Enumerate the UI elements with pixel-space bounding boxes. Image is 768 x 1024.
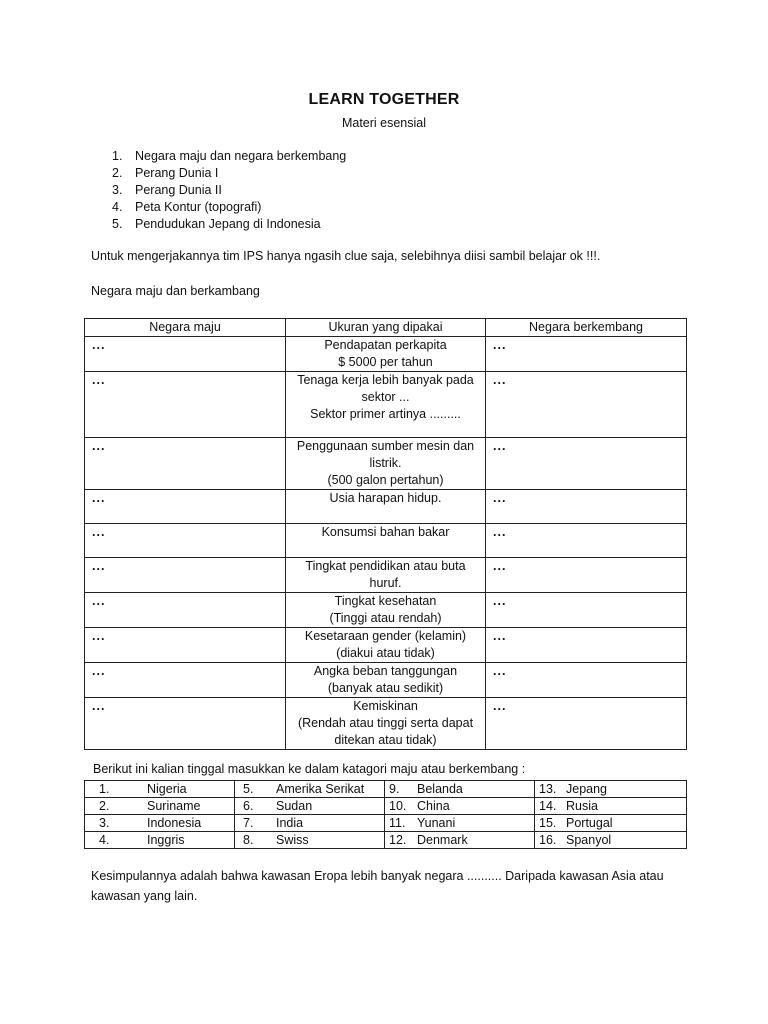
country-name: Suriname — [147, 799, 201, 813]
country-number: 14. — [539, 799, 557, 813]
indicator-cell — [286, 663, 486, 698]
country-cell — [85, 781, 235, 798]
indicator-cell — [286, 438, 486, 490]
topic-text: Pendudukan Jepang di Indonesia — [135, 217, 321, 231]
developing-cell: ... — [486, 628, 687, 663]
indicator-cell — [286, 698, 486, 750]
indicator-line: Konsumsi bahan bakar — [321, 525, 450, 539]
table-row — [85, 438, 687, 490]
section-title: Negara maju dan berkambang — [91, 284, 260, 298]
country-cell — [535, 832, 687, 849]
indicator-line: Kesetaraan gender (kelamin) — [304, 629, 467, 643]
topic-text: Perang Dunia II — [135, 183, 222, 197]
indicator-line: Tenaga kerja lebih banyak pada — [297, 373, 474, 387]
table-row — [85, 558, 687, 593]
indicator-cell — [286, 558, 486, 593]
indicator-cell — [286, 628, 486, 663]
indicator-cell — [286, 337, 486, 372]
indicator-cell — [286, 524, 486, 558]
country-name: Jepang — [566, 782, 608, 796]
indicator-line: sektor ... — [361, 390, 410, 404]
country-name: Rusia — [566, 799, 598, 813]
country-number: 16. — [539, 833, 557, 847]
indicator-line: (500 galon pertahun) — [327, 473, 444, 487]
country-number: 5. — [243, 782, 254, 796]
indicator-line: Penggunaan sumber mesin dan — [296, 439, 475, 453]
topic-text: Peta Kontur (topografi) — [135, 200, 262, 214]
developed-cell: ... — [85, 593, 286, 628]
developing-cell: ... — [486, 490, 687, 524]
topic-number: 4. — [112, 200, 123, 214]
country-name: China — [417, 799, 450, 813]
conclusion-text: Kesimpulannya adalah bahwa kawasan Eropa lebih banyak negara .......... Daripada kawasan Asia atau kawasan yang lain. — [91, 869, 664, 903]
indicator-line: (Tinggi atau rendah) — [329, 611, 442, 625]
table-row — [85, 663, 687, 698]
country-name: India — [276, 816, 304, 830]
indicator-cell — [286, 593, 486, 628]
indicator-line: ditekan atau tidak) — [334, 733, 437, 747]
document-subtitle: Materi esensial — [341, 116, 427, 130]
country-cell — [385, 798, 535, 815]
indicator-line: Usia harapan hidup. — [329, 491, 442, 505]
country-name: Denmark — [417, 833, 468, 847]
country-number: 12. — [389, 833, 407, 847]
country-cell — [535, 815, 687, 832]
topic-item — [112, 182, 346, 199]
country-name: Spanyol — [566, 833, 612, 847]
topic-number: 5. — [112, 217, 123, 231]
header-developing: Negara berkembang — [486, 319, 687, 337]
developing-cell: ... — [486, 524, 687, 558]
country-number: 8. — [243, 833, 254, 847]
indicator-line: huruf. — [369, 576, 402, 590]
indicator-line: Tingkat kesehatan — [334, 594, 437, 608]
indicator-line: Pendapatan perkapita — [324, 338, 447, 352]
country-number: 2. — [99, 799, 110, 813]
developed-cell: ... — [85, 628, 286, 663]
country-cell — [535, 781, 687, 798]
topic-item — [112, 199, 346, 216]
table-row — [85, 490, 687, 524]
country-cell — [385, 781, 535, 798]
topic-item — [112, 216, 346, 233]
country-row — [85, 832, 687, 849]
country-name: Nigeria — [147, 782, 187, 796]
country-cell — [235, 798, 385, 815]
country-name: Portugal — [566, 816, 613, 830]
indicator-line: Sektor primer artinya ......... — [310, 407, 461, 421]
indicator-line: (banyak atau sedikit) — [327, 681, 444, 695]
country-table — [84, 780, 687, 849]
document-title: LEARN TOGETHER — [308, 91, 460, 108]
country-number: 11. — [389, 816, 406, 830]
topic-item — [112, 165, 346, 182]
country-row — [85, 781, 687, 798]
developed-cell: ... — [85, 490, 286, 524]
country-cell — [385, 815, 535, 832]
country-number: 10. — [389, 799, 407, 813]
developed-cell: ... — [85, 438, 286, 490]
country-number: 6. — [243, 799, 254, 813]
developed-cell: ... — [85, 372, 286, 438]
topic-list — [112, 148, 346, 233]
indicator-line: (Rendah atau tinggi serta dapat — [297, 716, 474, 730]
indicator-line: $ 5000 per tahun — [338, 355, 433, 369]
header-indicator: Ukuran yang dipakai — [286, 319, 486, 337]
intro-text: Untuk mengerjakannya tim IPS hanya ngasih clue saja, selebihnya diisi sambil belajar ok !!!. — [91, 249, 601, 263]
developed-cell: ... — [85, 337, 286, 372]
developed-cell: ... — [85, 698, 286, 750]
developing-cell: ... — [486, 438, 687, 490]
country-cell — [85, 815, 235, 832]
country-number: 9. — [389, 782, 400, 796]
developing-cell: ... — [486, 593, 687, 628]
developing-cell: ... — [486, 663, 687, 698]
table-header-row — [85, 319, 687, 337]
indicator-line: Tingkat pendidikan atau buta — [305, 559, 466, 573]
indicator-line: listrik. — [369, 456, 402, 470]
country-cell — [85, 832, 235, 849]
country-cell — [535, 798, 687, 815]
country-row — [85, 798, 687, 815]
indicator-cell — [286, 490, 486, 524]
developing-cell: ... — [486, 337, 687, 372]
country-number: 13. — [539, 782, 557, 796]
country-cell — [385, 832, 535, 849]
country-cell — [235, 832, 385, 849]
header-developed: Negara maju — [85, 319, 286, 337]
table-row — [85, 337, 687, 372]
developing-cell: ... — [486, 372, 687, 438]
topic-text: Negara maju dan negara berkembang — [135, 149, 347, 163]
table-row — [85, 628, 687, 663]
country-name: Indonesia — [147, 816, 202, 830]
comparison-table — [84, 318, 687, 750]
topic-item — [112, 148, 346, 165]
indicator-line: Kemiskinan — [353, 699, 418, 713]
country-cell — [235, 781, 385, 798]
topic-number: 3. — [112, 183, 123, 197]
developing-cell: ... — [486, 698, 687, 750]
category-instruction: Berikut ini kalian tinggal masukkan ke dalam katagori maju atau berkembang : — [93, 762, 526, 776]
table-row — [85, 372, 687, 438]
table-row — [85, 698, 687, 750]
indicator-line: Angka beban tanggungan — [313, 664, 458, 678]
developed-cell: ... — [85, 558, 286, 593]
country-cell — [85, 798, 235, 815]
table-row — [85, 593, 687, 628]
country-number: 7. — [243, 816, 254, 830]
country-number: 3. — [99, 816, 110, 830]
country-name: Inggris — [147, 833, 185, 847]
country-number: 4. — [99, 833, 110, 847]
developing-cell: ... — [486, 558, 687, 593]
topic-text: Perang Dunia I — [135, 166, 219, 180]
country-number: 15. — [539, 816, 557, 830]
country-row — [85, 815, 687, 832]
country-name: Sudan — [276, 799, 313, 813]
developed-cell: ... — [85, 663, 286, 698]
developed-cell: ... — [85, 524, 286, 558]
country-number: 1. — [99, 782, 110, 796]
country-name: Swiss — [276, 833, 309, 847]
indicator-cell — [286, 372, 486, 438]
table-row — [85, 524, 687, 558]
country-cell — [235, 815, 385, 832]
country-name: Yunani — [417, 816, 456, 830]
country-name: Belanda — [417, 782, 463, 796]
topic-number: 1. — [112, 149, 123, 163]
topic-number: 2. — [112, 166, 123, 180]
indicator-line: (diakui atau tidak) — [336, 646, 435, 660]
country-name: Amerika Serikat — [276, 782, 365, 796]
